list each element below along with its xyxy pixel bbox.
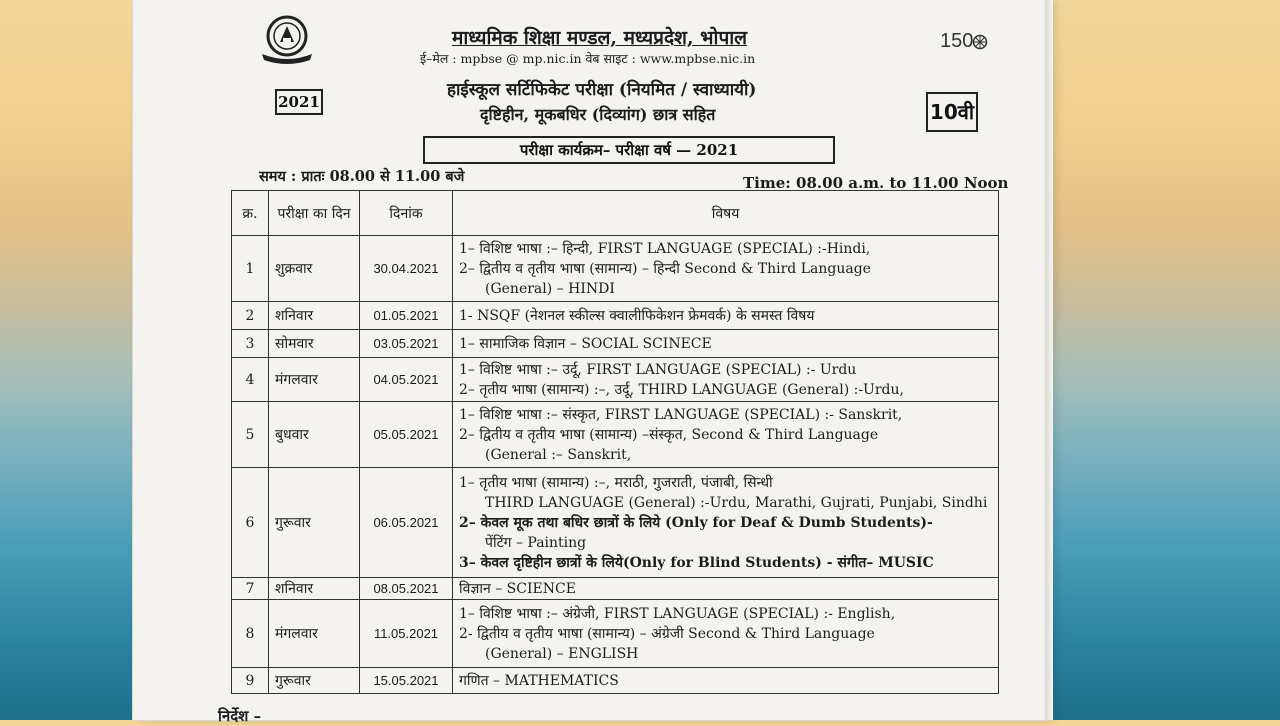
row-subject: [453, 358, 999, 402]
subject-line: 1- NSQF (नेशनल स्कील्स क्वालीफिकेशन फ्रेमवर्क) के समस्त विषय: [459, 307, 815, 324]
row-date: 08.05.2021: [360, 578, 453, 600]
subject-line: 1– विशिष्ट भाषा :– अंग्रेजी, FIRST LANGUAGE (SPECIAL) :- English,: [459, 605, 896, 622]
exam-schedule-table: [231, 190, 999, 694]
year-box: 2021: [275, 89, 323, 115]
col-header-num: क्र.: [232, 191, 269, 236]
row-subject: [453, 236, 999, 302]
col-header-subject: विषय: [453, 191, 999, 236]
subject-line: पेंटिंग – Painting: [485, 534, 587, 551]
table-row: [232, 402, 999, 468]
time-hindi: समय : प्रातः 08.00 से 11.00 बजे: [259, 168, 465, 185]
row-num: 1: [232, 236, 269, 302]
board-emblem-icon: [256, 14, 318, 64]
row-date: 15.05.2021: [360, 668, 453, 694]
row-subject: [453, 600, 999, 668]
contact-line: ई–मेल : mpbse @ mp.nic.in वेब साइट : www.mpbse.nic.in: [420, 51, 756, 66]
row-date: 06.05.2021: [360, 468, 453, 578]
row-day: सोमवार: [269, 330, 360, 358]
wheel-icon: [972, 34, 988, 50]
table-header-row: [232, 191, 999, 236]
row-subject: [453, 468, 999, 578]
row-day: गुरूवार: [269, 468, 360, 578]
col-header-day: परीक्षा का दिन: [269, 191, 360, 236]
table-row: [232, 578, 999, 600]
row-subject: [453, 302, 999, 330]
board-name: माध्यमिक शिक्षा मण्डल, मध्यप्रदेश, भोपाल: [452, 27, 748, 49]
row-num: 4: [232, 358, 269, 402]
row-day: शनिवार: [269, 578, 360, 600]
table-row: [232, 330, 999, 358]
paper-edge: [1045, 0, 1053, 720]
row-date: 30.04.2021: [360, 236, 453, 302]
subject-line: (General) – HINDI: [485, 280, 615, 297]
subject-line: गणित – MATHEMATICS: [459, 672, 619, 689]
row-day: गुरूवार: [269, 668, 360, 694]
subject-line: 2– तृतीय भाषा (सामान्य) :–, उर्दू, THIRD LANGUAGE (General) :-Urdu,: [459, 381, 904, 398]
table-row: [232, 468, 999, 578]
row-day: मंगलवार: [269, 600, 360, 668]
table-row: [232, 302, 999, 330]
row-day: शुक्रवार: [269, 236, 360, 302]
col-header-date: दिनांक: [360, 191, 453, 236]
exam-title: हाईस्कूल सर्टिफिकेट परीक्षा (नियमित / स्वाध्यायी): [447, 80, 757, 100]
row-subject: [453, 330, 999, 358]
row-num: 6: [232, 468, 269, 578]
row-num: 2: [232, 302, 269, 330]
subject-line: 1– विशिष्ट भाषा :– संस्कृत, FIRST LANGUAGE (SPECIAL) :- Sanskrit,: [459, 406, 903, 423]
subject-line: 1– विशिष्ट भाषा :– उर्दू, FIRST LANGUAGE (SPECIAL) :- Urdu: [459, 361, 857, 378]
subject-line: 1– सामाजिक विज्ञान – SOCIAL SCINECE: [459, 335, 712, 352]
subject-line: (General) – ENGLISH: [485, 645, 639, 662]
row-subject: [453, 668, 999, 694]
subject-line: 2– द्वितीय व तृतीय भाषा (सामान्य) –संस्कृत, Second & Third Language: [459, 426, 879, 443]
row-subject: [453, 402, 999, 468]
subject-line: 1– तृतीय भाषा (सामान्य) :–, मराठी, गुजराती, पंजाबी, सिन्धी: [459, 474, 773, 491]
row-num: 8: [232, 600, 269, 668]
row-num: 5: [232, 402, 269, 468]
row-date: 04.05.2021: [360, 358, 453, 402]
row-date: 01.05.2021: [360, 302, 453, 330]
subject-line: विज्ञान – SCIENCE: [459, 580, 576, 597]
anniversary-mark: 150: [940, 30, 974, 52]
row-date: 05.05.2021: [360, 402, 453, 468]
table-row: [232, 236, 999, 302]
row-subject: [453, 578, 999, 600]
subject-line: 3– केवल दृष्टिहीन छात्रों के लिये(Only for Blind Students) - संगीत– MUSIC: [459, 554, 934, 571]
subject-line: (General :– Sanskrit,: [485, 446, 632, 463]
row-num: 9: [232, 668, 269, 694]
table-row: [232, 600, 999, 668]
row-date: 03.05.2021: [360, 330, 453, 358]
instructions-heading: निर्देश –: [218, 707, 262, 725]
table-row: [232, 358, 999, 402]
row-num: 7: [232, 578, 269, 600]
row-day: बुधवार: [269, 402, 360, 468]
row-date: 11.05.2021: [360, 600, 453, 668]
exam-subtitle: दृष्टिहीन, मूकबधिर (दिव्यांग) छात्र सहित: [480, 105, 716, 124]
table-row: [232, 668, 999, 694]
subject-line: 1– विशिष्ट भाषा :– हिन्दी, FIRST LANGUAGE (SPECIAL) :-Hindi,: [459, 240, 871, 257]
row-day: शनिवार: [269, 302, 360, 330]
row-day: मंगलवार: [269, 358, 360, 402]
subject-line: THIRD LANGUAGE (General) :-Urdu, Marathi, Gujrati, Punjabi, Sindhi: [485, 494, 988, 511]
subject-line: 2- द्वितीय व तृतीय भाषा (सामान्य) – अंग्रेजी Second & Third Language: [459, 625, 875, 642]
time-english: Time: 08.00 a.m. to 11.00 Noon: [743, 174, 1009, 192]
subject-line: 2– द्वितीय व तृतीय भाषा (सामान्य) – हिन्दी Second & Third Language: [459, 260, 871, 277]
programme-box: परीक्षा कार्यक्रम– परीक्षा वर्ष — 2021: [423, 136, 835, 164]
class-box: 10वी: [926, 92, 978, 132]
subject-line: 2– केवल मूक तथा बधिर छात्रों के लिये (Only for Deaf & Dumb Students)-: [459, 514, 933, 531]
row-num: 3: [232, 330, 269, 358]
